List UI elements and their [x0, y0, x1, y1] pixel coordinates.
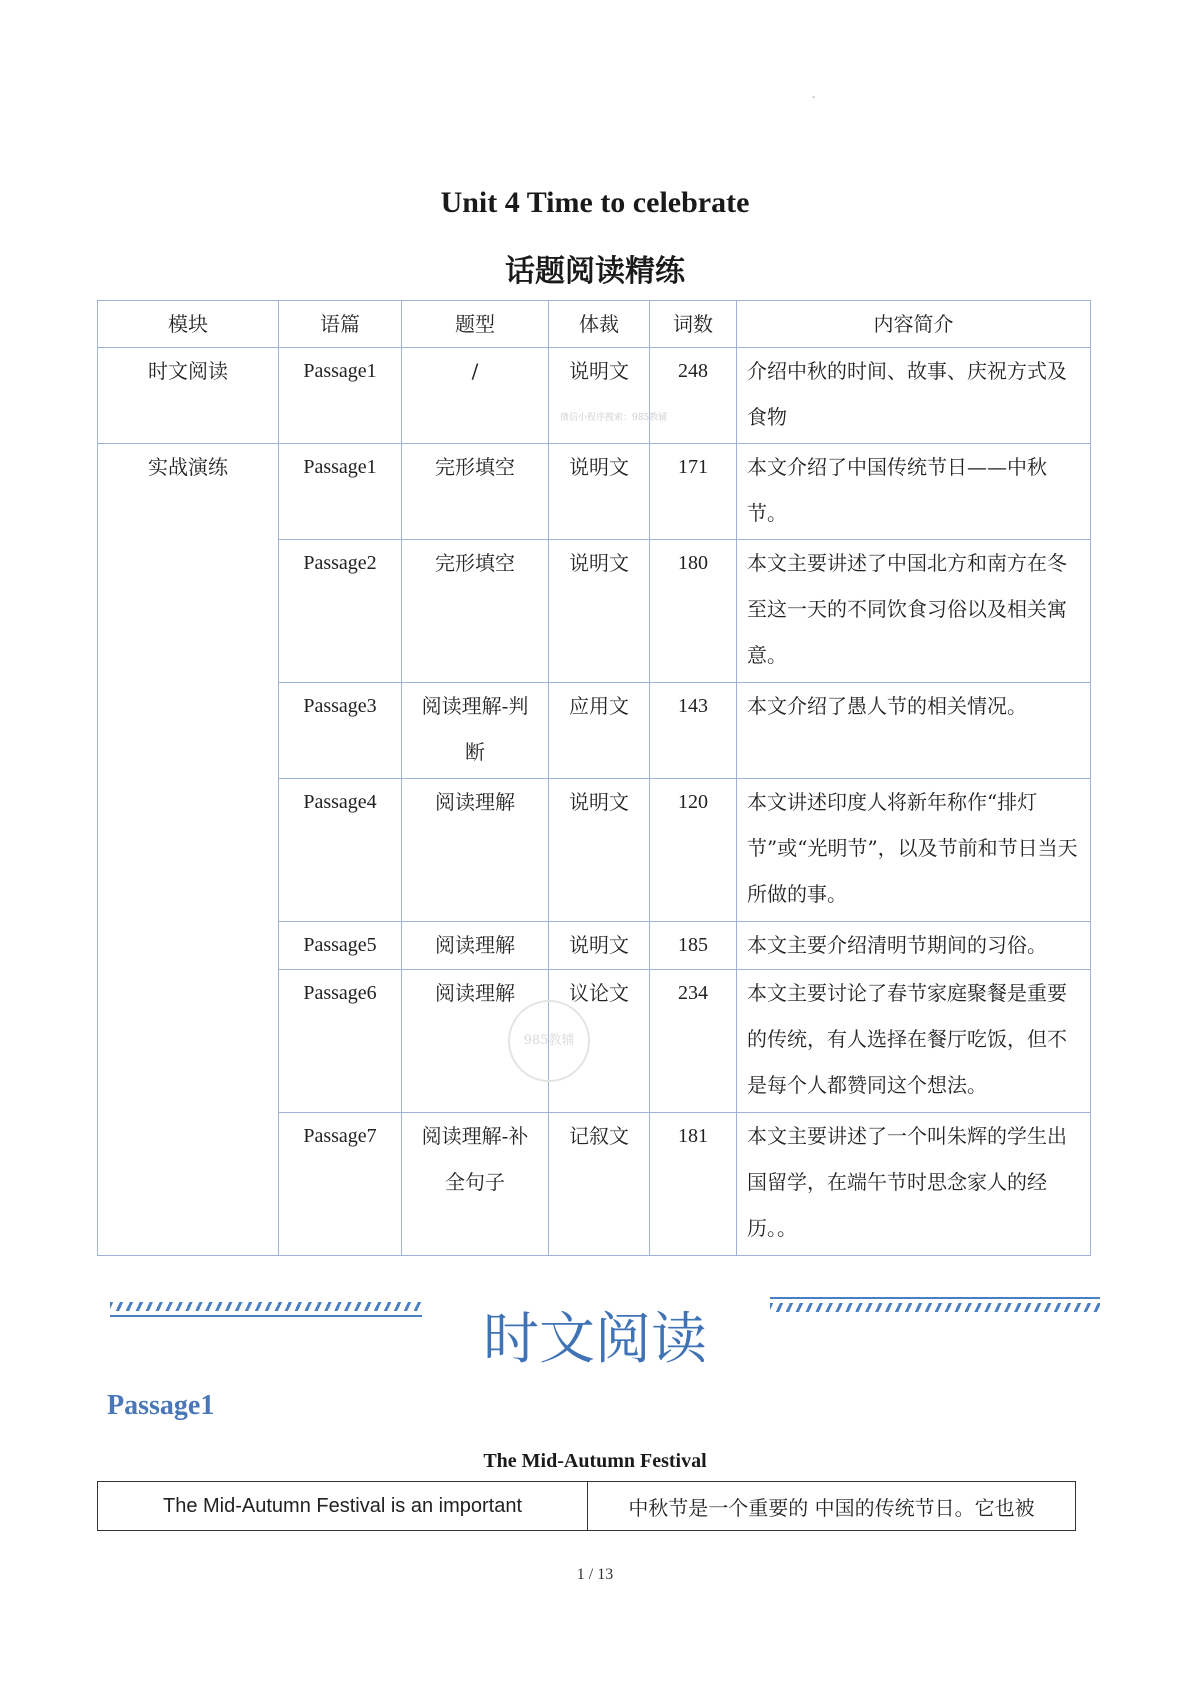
header-cell: 体裁: [549, 301, 650, 348]
chinese-cell: 中秋节是一个重要的 中国的传统节日。它也被: [588, 1482, 1076, 1531]
header-cell: 内容简介: [737, 301, 1091, 348]
passage-cell: Passage5: [279, 922, 402, 970]
words-cell: 248: [650, 348, 737, 444]
watermark-text: 微信小程序搜索：985教辅: [560, 413, 668, 423]
header-cell: 题型: [402, 301, 549, 348]
passage-cell: Passage1: [279, 348, 402, 444]
passage-cell: Passage3: [279, 683, 402, 779]
words-cell: 234: [650, 970, 737, 1113]
passage-title: The Mid-Autumn Festival: [483, 1450, 707, 1472]
watermark-stamp: 985教辅: [508, 1000, 590, 1082]
genre-cell: 议论文: [549, 970, 650, 1113]
genre-cell: 说明文: [549, 444, 650, 540]
module-cell: 时文阅读: [98, 348, 279, 444]
summary-cell: 介绍中秋的时间、故事、庆祝方式及食物: [737, 348, 1091, 444]
table-header-row: [98, 301, 1091, 348]
type-cell: 完形填空: [402, 444, 549, 540]
genre-cell: 说明文: [549, 348, 650, 444]
type-cell: 阅读理解: [402, 779, 549, 922]
english-cell: The Mid-Autumn Festival is an important: [98, 1482, 588, 1531]
type-cell: 阅读理解-补全句子: [402, 1113, 549, 1256]
module-cell: 实战演练: [98, 444, 279, 1256]
section-heading: 时文阅读: [483, 1307, 707, 1372]
header-mark: -: [812, 92, 816, 103]
genre-cell: 说明文: [549, 540, 650, 683]
summary-cell: 本文讲述印度人将新年称作“排灯节”或“光明节”，以及节前和节日当天所做的事。: [737, 779, 1091, 922]
passage-cell: Passage6: [279, 970, 402, 1113]
genre-cell: 应用文: [549, 683, 650, 779]
passage-cell: Passage2: [279, 540, 402, 683]
summary-cell: 本文主要讨论了春节家庭聚餐是重要的传统，有人选择在餐厅吃饭，但不是每个人都赞同这个想法。: [737, 970, 1091, 1113]
words-cell: 181: [650, 1113, 737, 1256]
genre-cell: 说明文: [549, 922, 650, 970]
type-cell: 阅读理解-判断: [402, 683, 549, 779]
type-cell: 完形填空: [402, 540, 549, 683]
type-cell: /: [402, 348, 549, 444]
words-cell: 171: [650, 444, 737, 540]
summary-cell: 本文介绍了愚人节的相关情况。: [737, 683, 1091, 779]
passage-cell: Passage7: [279, 1113, 402, 1256]
header-cell: 模块: [98, 301, 279, 348]
genre-cell: 说明文: [549, 779, 650, 922]
passage-cell: Passage1: [279, 444, 402, 540]
type-cell: 阅读理解: [402, 970, 549, 1113]
genre-cell: 记叙文: [549, 1113, 650, 1256]
summary-cell: 本文主要介绍清明节期间的习俗。: [737, 922, 1091, 970]
header-cell: 语篇: [279, 301, 402, 348]
passage-label: Passage1: [107, 1390, 215, 1421]
bilingual-table: [97, 1481, 1076, 1531]
table-row: [98, 1482, 1076, 1531]
passage-cell: Passage4: [279, 779, 402, 922]
page-title: Unit 4 Time to celebrate: [440, 186, 750, 219]
page-number: 1 / 13: [576, 1566, 614, 1583]
words-cell: 185: [650, 922, 737, 970]
words-cell: 143: [650, 683, 737, 779]
words-cell: 180: [650, 540, 737, 683]
header-cell: 词数: [650, 301, 737, 348]
summary-cell: 本文介绍了中国传统节日——中秋节。: [737, 444, 1091, 540]
page-subtitle: 话题阅读精练: [505, 254, 685, 289]
summary-cell: 本文主要讲述了中国北方和南方在冬至这一天的不同饮食习俗以及相关寓意。: [737, 540, 1091, 683]
table-row: [98, 444, 1091, 540]
summary-cell: 本文主要讲述了一个叫朱辉的学生出国留学，在端午节时思念家人的经历。。: [737, 1113, 1091, 1256]
table-row: [98, 348, 1091, 444]
type-cell: 阅读理解: [402, 922, 549, 970]
overview-table: [97, 300, 1091, 1256]
words-cell: 120: [650, 779, 737, 922]
